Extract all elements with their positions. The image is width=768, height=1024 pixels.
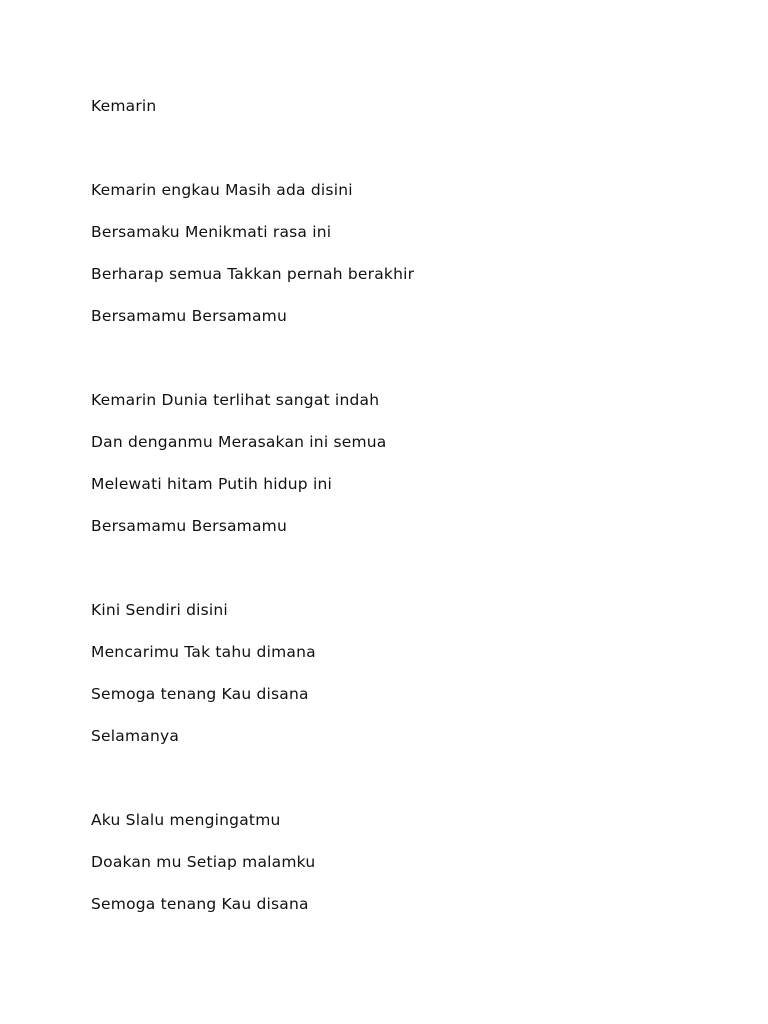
poem-line: Doakan mu Setiap malamku xyxy=(91,853,316,871)
poem-line: Kini Sendiri disini xyxy=(91,601,228,619)
poem-line: Berharap semua Takkan pernah berakhir xyxy=(91,265,415,283)
poem-line: Aku Slalu mengingatmu xyxy=(91,811,281,829)
poem-line: Selamanya xyxy=(91,727,180,745)
poem-line: Bersamamu Bersamamu xyxy=(91,307,287,325)
poem-line: Semoga tenang Kau disana xyxy=(91,685,309,703)
poem-line: Bersamamu Bersamamu xyxy=(91,517,287,535)
poem-line: Bersamaku Menikmati rasa ini xyxy=(91,223,332,241)
poem-title: Kemarin xyxy=(91,97,157,115)
poem-line: Dan denganmu Merasakan ini semua xyxy=(91,433,387,451)
poem-line: Mencarimu Tak tahu dimana xyxy=(91,643,316,661)
poem-line: Kemarin engkau Masih ada disini xyxy=(91,181,353,199)
poem-line: Kemarin Dunia terlihat sangat indah xyxy=(91,391,380,409)
poem-line: Melewati hitam Putih hidup ini xyxy=(91,475,332,493)
poem-line: Semoga tenang Kau disana xyxy=(91,895,309,913)
